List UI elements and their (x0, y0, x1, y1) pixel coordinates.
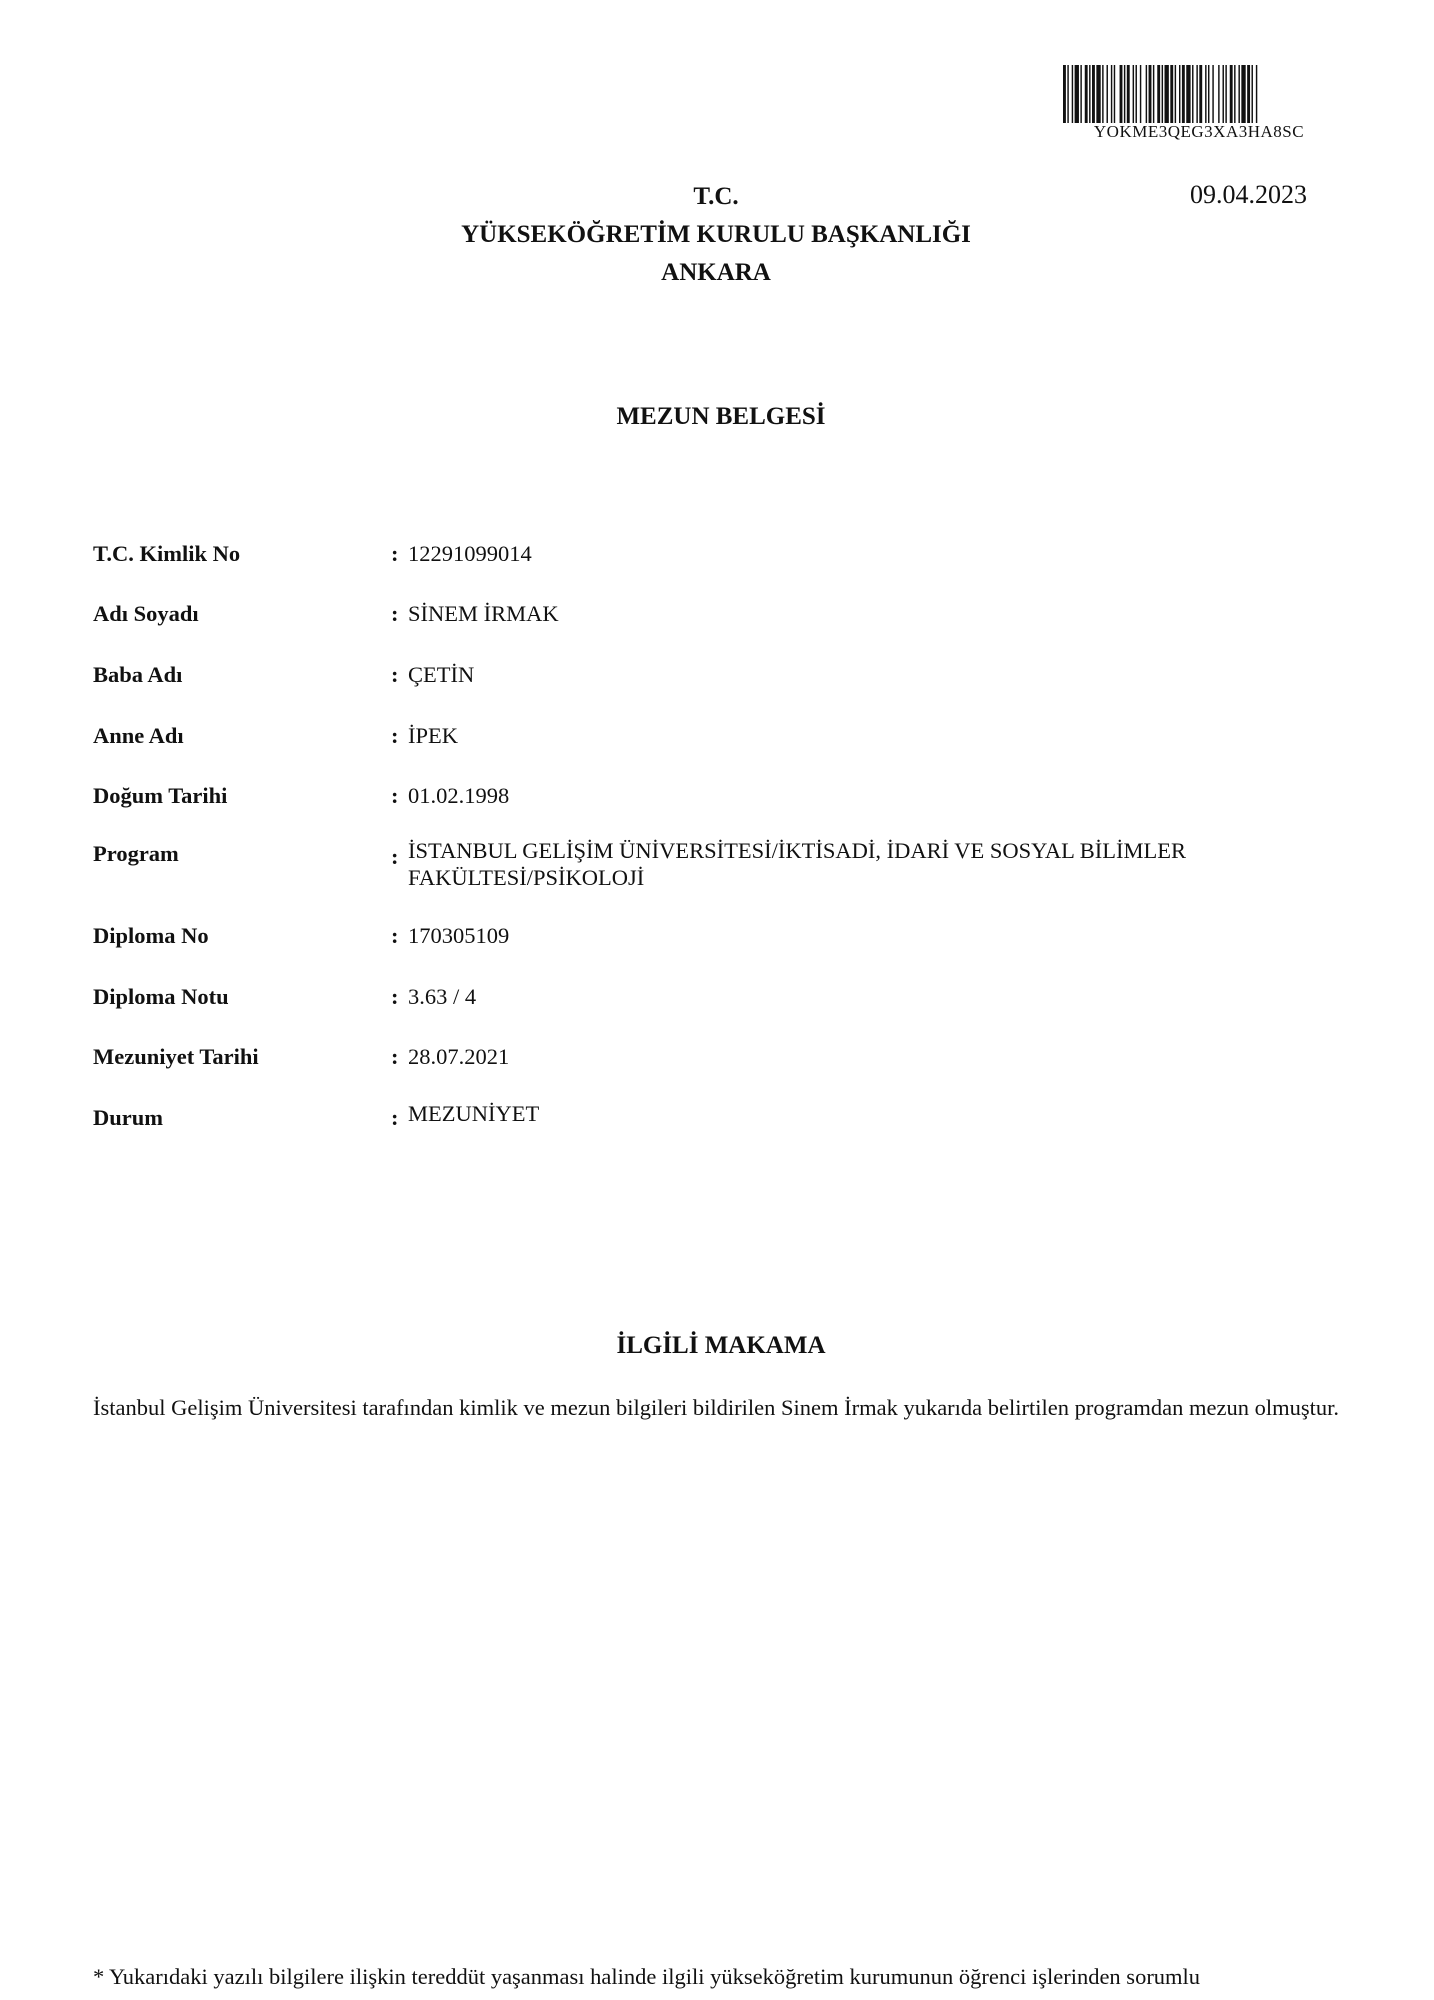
barcode-bar (1225, 65, 1226, 123)
section-body: İstanbul Gelişim Üniversitesi tarafından kimlik ve mezun bilgileri bildirilen Sinem İrmak yukarıda belirtilen programdan mezun olmuştur. (93, 1395, 1339, 1420)
section-title-text: İLGİLİ MAKAMA (616, 1332, 826, 1359)
field-colon: : (391, 1044, 399, 1069)
barcode-bar (1072, 65, 1073, 123)
field-colon: : (391, 783, 399, 808)
barcode-bar (1120, 65, 1123, 123)
section-title (0, 1332, 1434, 1360)
field-label: Diploma Notu (93, 984, 229, 1009)
barcode-bar (1085, 65, 1088, 123)
field-colon: : (391, 662, 399, 687)
barcode-bar (1234, 65, 1235, 123)
barcode-bar (1192, 65, 1193, 123)
field-value: MEZUNİYET (408, 1101, 540, 1126)
field-label: Diploma No (93, 923, 209, 948)
document-title (0, 403, 1434, 431)
barcode-bar (1186, 65, 1190, 123)
barcode-bar (1218, 65, 1219, 123)
field-colon: : (391, 723, 399, 748)
barcode-bar (1162, 65, 1163, 123)
barcode-bar (1096, 65, 1100, 123)
barcode-bar (1063, 65, 1066, 123)
barcode-bar (1107, 65, 1108, 123)
field-label: Baba Adı (93, 662, 183, 687)
field-colon: : (391, 601, 399, 626)
barcode-bar (1080, 65, 1081, 123)
barcode-bar (1241, 65, 1245, 123)
barcode-bar (1136, 65, 1137, 123)
barcode-bar (1256, 65, 1257, 123)
barcode-bar (1133, 65, 1134, 123)
barcode-bar (1170, 65, 1173, 123)
barcode-bar (1205, 65, 1206, 123)
barcode-bar (1111, 65, 1112, 123)
issuer-header (400, 178, 1032, 292)
barcode-bar (1230, 65, 1233, 123)
footnote: * Yukarıdaki yazılı bilgilere ilişkin tereddüt yaşanması halinde ilgili yükseköğretim kurumunun öğrenci işlerinden sorumlu (93, 1964, 1201, 1989)
field-label: Mezuniyet Tarihi (93, 1044, 259, 1069)
barcode-bar (1208, 65, 1209, 123)
barcode-bar (1179, 65, 1180, 123)
field-value: 01.02.1998 (408, 783, 510, 808)
barcode-bar (1196, 65, 1197, 123)
field-value: ÇETİN (408, 662, 475, 687)
field-value: 12291099014 (408, 541, 532, 566)
field-value: SİNEM İRMAK (408, 601, 559, 626)
barcode-bar (1252, 65, 1253, 123)
barcode-bar (1247, 65, 1250, 123)
header-line-1: T.C. (693, 183, 739, 210)
field-value: 28.07.2021 (408, 1044, 510, 1069)
barcode-bar (1199, 65, 1202, 123)
barcode-block (1063, 65, 1335, 141)
field-colon: : (391, 1105, 399, 1130)
barcode-bar (1146, 65, 1147, 123)
barcode-bar (1212, 65, 1213, 123)
barcode-bar (1075, 65, 1079, 123)
field-colon: : (391, 541, 399, 566)
barcode-bar (1102, 65, 1103, 123)
barcode-bar (1175, 65, 1176, 123)
field-label: Program (93, 841, 179, 866)
field-value: 3.63 / 4 (408, 984, 477, 1009)
barcode-bar (1127, 65, 1130, 123)
field-label: T.C. Kimlik No (93, 541, 241, 566)
barcode-code: YOKME3QEG3XA3HA8SC (1093, 122, 1305, 141)
field-label: Doğum Tarihi (93, 783, 228, 808)
header-line-2: YÜKSEKÖĞRETİM KURULU BAŞKANLIĞI (461, 221, 971, 248)
barcode-bar (1223, 65, 1224, 123)
field-value: İSTANBUL GELİŞİM ÜNİVERSİTESİ/İKTİSADİ, İDARİ VE SOSYAL BİLİMLER FAKÜLTESİ/PSİKOLOJİ (408, 838, 1186, 890)
field-label: Adı Soyadı (93, 601, 199, 626)
field-colon: : (391, 923, 399, 948)
barcode-bar (1124, 65, 1125, 123)
barcode-bar (1089, 65, 1090, 123)
barcode-bar (1153, 65, 1154, 123)
barcode-bar (1182, 65, 1185, 123)
barcode-bar (1238, 65, 1239, 123)
barcode-bar (1157, 65, 1160, 123)
barcode-bar (1140, 65, 1141, 123)
document-date: 09.04.2023 (1190, 180, 1307, 209)
field-value: İPEK (408, 723, 458, 748)
field-value: 170305109 (408, 923, 510, 948)
field-label: Anne Adı (93, 723, 184, 748)
barcode-bar (1067, 65, 1068, 123)
field-colon: : (391, 844, 399, 869)
field-colon: : (391, 984, 399, 1009)
header-line-3: ANKARA (661, 259, 771, 286)
barcode-bar (1092, 65, 1095, 123)
barcode-bar (1165, 65, 1169, 123)
document-title-text: MEZUN BELGESİ (616, 403, 826, 430)
barcode-image (1063, 65, 1333, 123)
barcode-bar (1149, 65, 1152, 123)
field-label: Durum (93, 1105, 164, 1130)
barcode-bar (1114, 65, 1115, 123)
